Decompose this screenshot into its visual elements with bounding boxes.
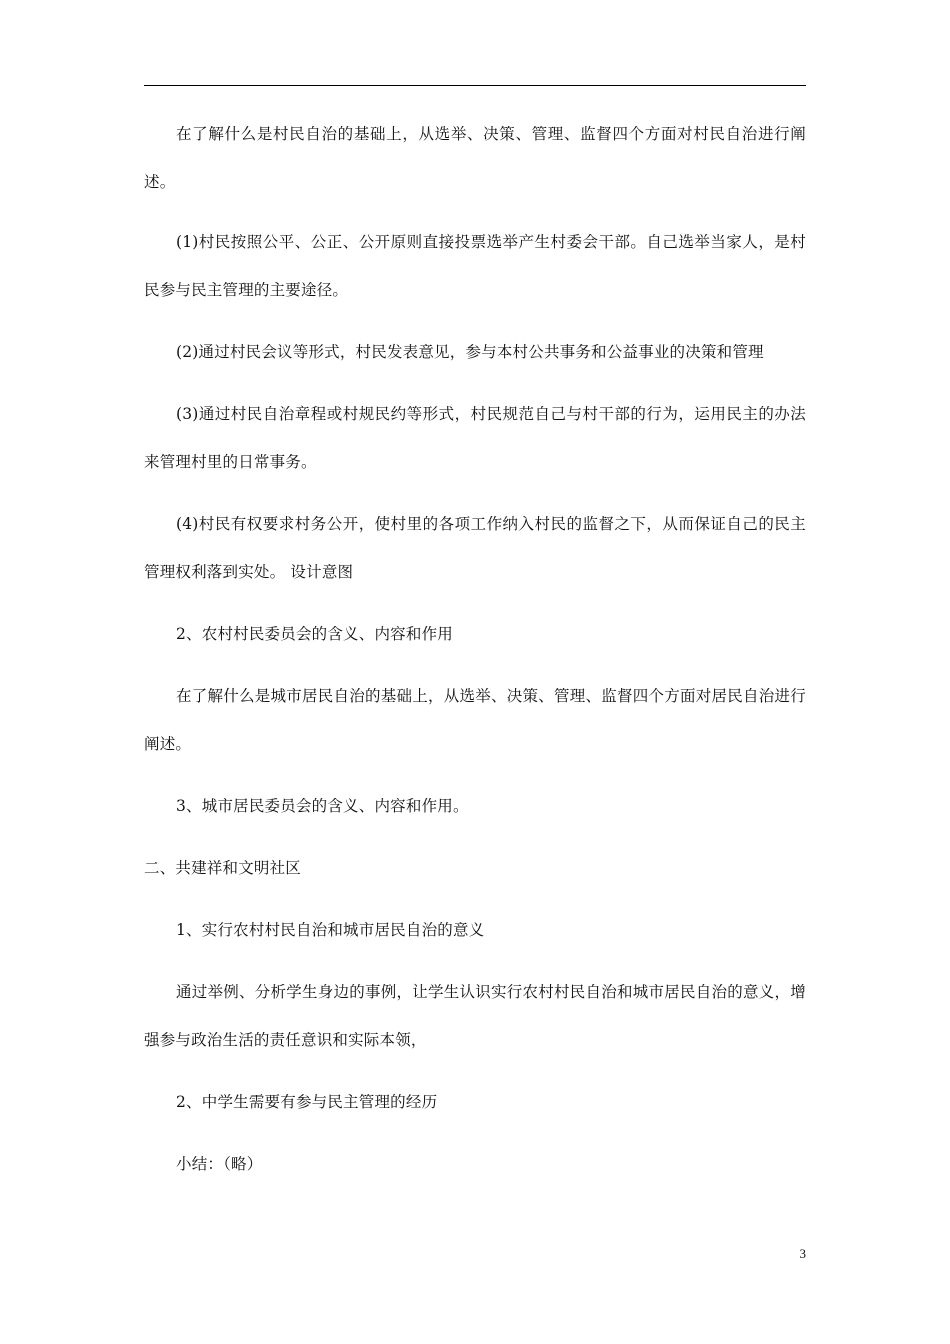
heading-resident-committee: 3、城市居民委员会的含义、内容和作用。 [176, 797, 469, 815]
paragraph-decision: (2)通过村民会议等形式，村民发表意见，参与本村公共事务和公益事业的决策和管理 [176, 343, 764, 361]
paragraph-supervision: (4)村民有权要求村务公开，使村里的各项工作纳入村民的监督之下，从而保证自己的民主管理权利落到实处。 设计意图 [144, 515, 806, 581]
header-rule [144, 85, 806, 86]
paragraph-management: (3)通过村民自治章程或村规民约等形式，村民规范自己与村干部的行为，运用民主的办法来管理村里的日常事务。 [144, 405, 806, 471]
document-body [144, 110, 806, 1188]
section-heading-community: 二、共建祥和文明社区 [144, 859, 302, 877]
paragraph-significance: 通过举例、分析学生身边的事例，让学生认识实行农村村民自治和城市居民自治的意义，增强参与政治生活的责任意识和实际本领， [144, 983, 806, 1049]
heading-significance: 1、实行农村村民自治和城市居民自治的意义 [176, 921, 485, 939]
paragraph-resident-autonomy-intro: 在了解什么是城市居民自治的基础上，从选举、决策、管理、监督四个方面对居民自治进行阐述。 [144, 687, 806, 753]
paragraph-village-autonomy-intro: 在了解什么是村民自治的基础上，从选举、决策、管理、监督四个方面对村民自治进行阐述。 [144, 125, 806, 191]
heading-village-committee: 2、农村村民委员会的含义、内容和作用 [176, 625, 453, 643]
heading-student-experience: 2、中学生需要有参与民主管理的经历 [176, 1093, 438, 1111]
summary-line: 小结：（略） [176, 1155, 263, 1173]
page-number: 3 [799, 1246, 806, 1261]
paragraph-election: (1)村民按照公平、公正、公开原则直接投票选举产生村委会干部。自己选举当家人，是村民参与民主管理的主要途径。 [144, 233, 806, 299]
